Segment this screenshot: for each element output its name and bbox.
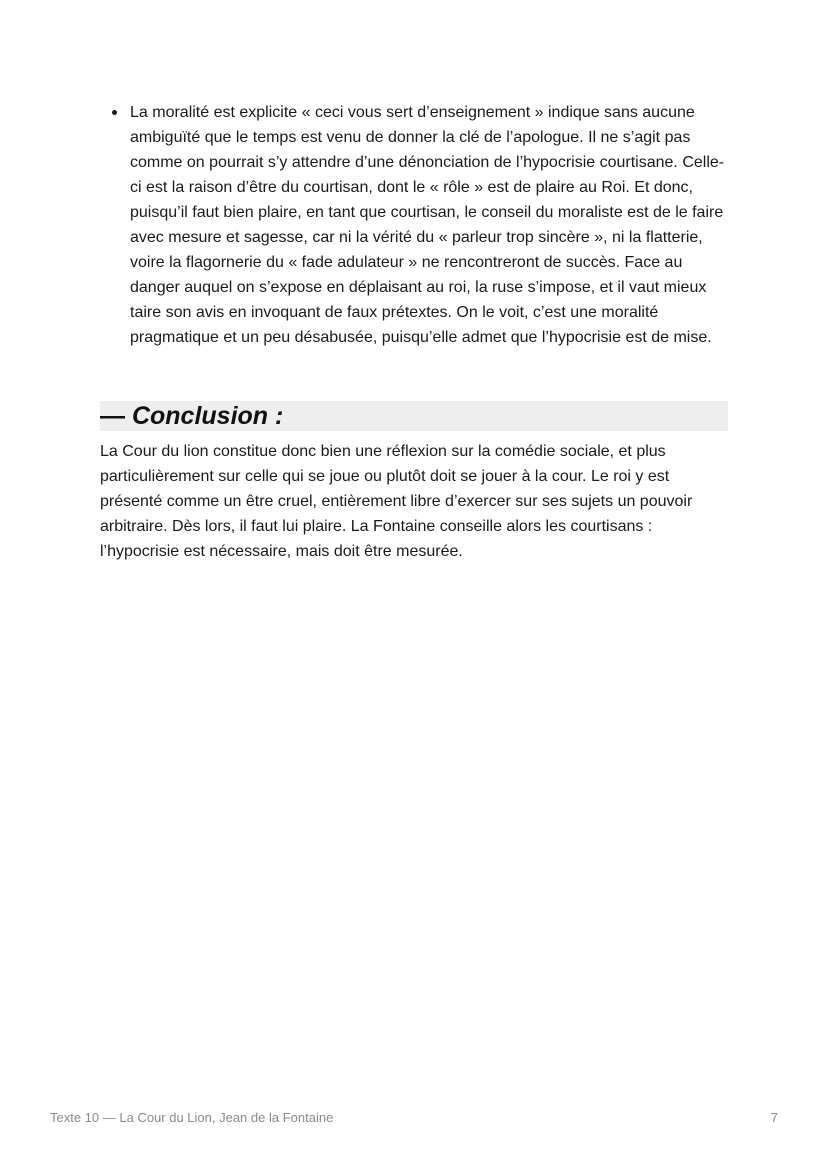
bullet-list [130, 100, 728, 350]
conclusion-heading [100, 401, 728, 431]
footer-title: Texte 10 — La Cour du Lion, Jean de la Fontaine [50, 1110, 334, 1125]
bullet-icon [112, 110, 117, 115]
page-number: 7 [770, 1110, 778, 1125]
heading-dash: — [100, 402, 125, 430]
heading-text: Conclusion : [131, 402, 284, 430]
list-item [130, 100, 728, 350]
bullet-text: La moralité est explicite « ceci vous sert d’enseignement » indique sans aucune ambiguïté que le temps est venu de donner la clé de l’apologue. Il ne s’agit pas comme on pourrait s’y attendre d’une dénonciation de l’hypocrisie courtisane. Celle-ci est la raison d’être du courtisan, dont le « rôle » est de plaire au Roi. Et donc, puisqu’il faut bien plaire, en tant que courtisan, le conseil du moraliste est de le faire avec mesure et sagesse, car ni la vérité du « parleur trop sincère », ni la flatterie, voire la flagornerie du « fade adulateur » ne rencontreront de succès. Face au danger auquel on s’expose en déplaisant au roi, la ruse s’impose, et il vaut mieux taire son avis en invoquant de faux prétextes. On le voit, c’est une moralité pragmatique et un peu désabusée, puisqu’elle admet que l’hypocrisie est de mise. [130, 104, 725, 346]
conclusion-paragraph: La Cour du lion constitue donc bien une réflexion sur la comédie sociale, et plus particulièrement sur celle qui se joue ou plutôt doit se jouer à la cour. Le roi y est présenté comme un être cruel, entièrement libre d’exercer sur ses sujets un pouvoir arbitraire. Dès lors, il faut lui plaire. La Fontaine conseille alors les courtisans : l’hypocrisie est nécessaire, mais doit être mesurée. [100, 443, 693, 560]
